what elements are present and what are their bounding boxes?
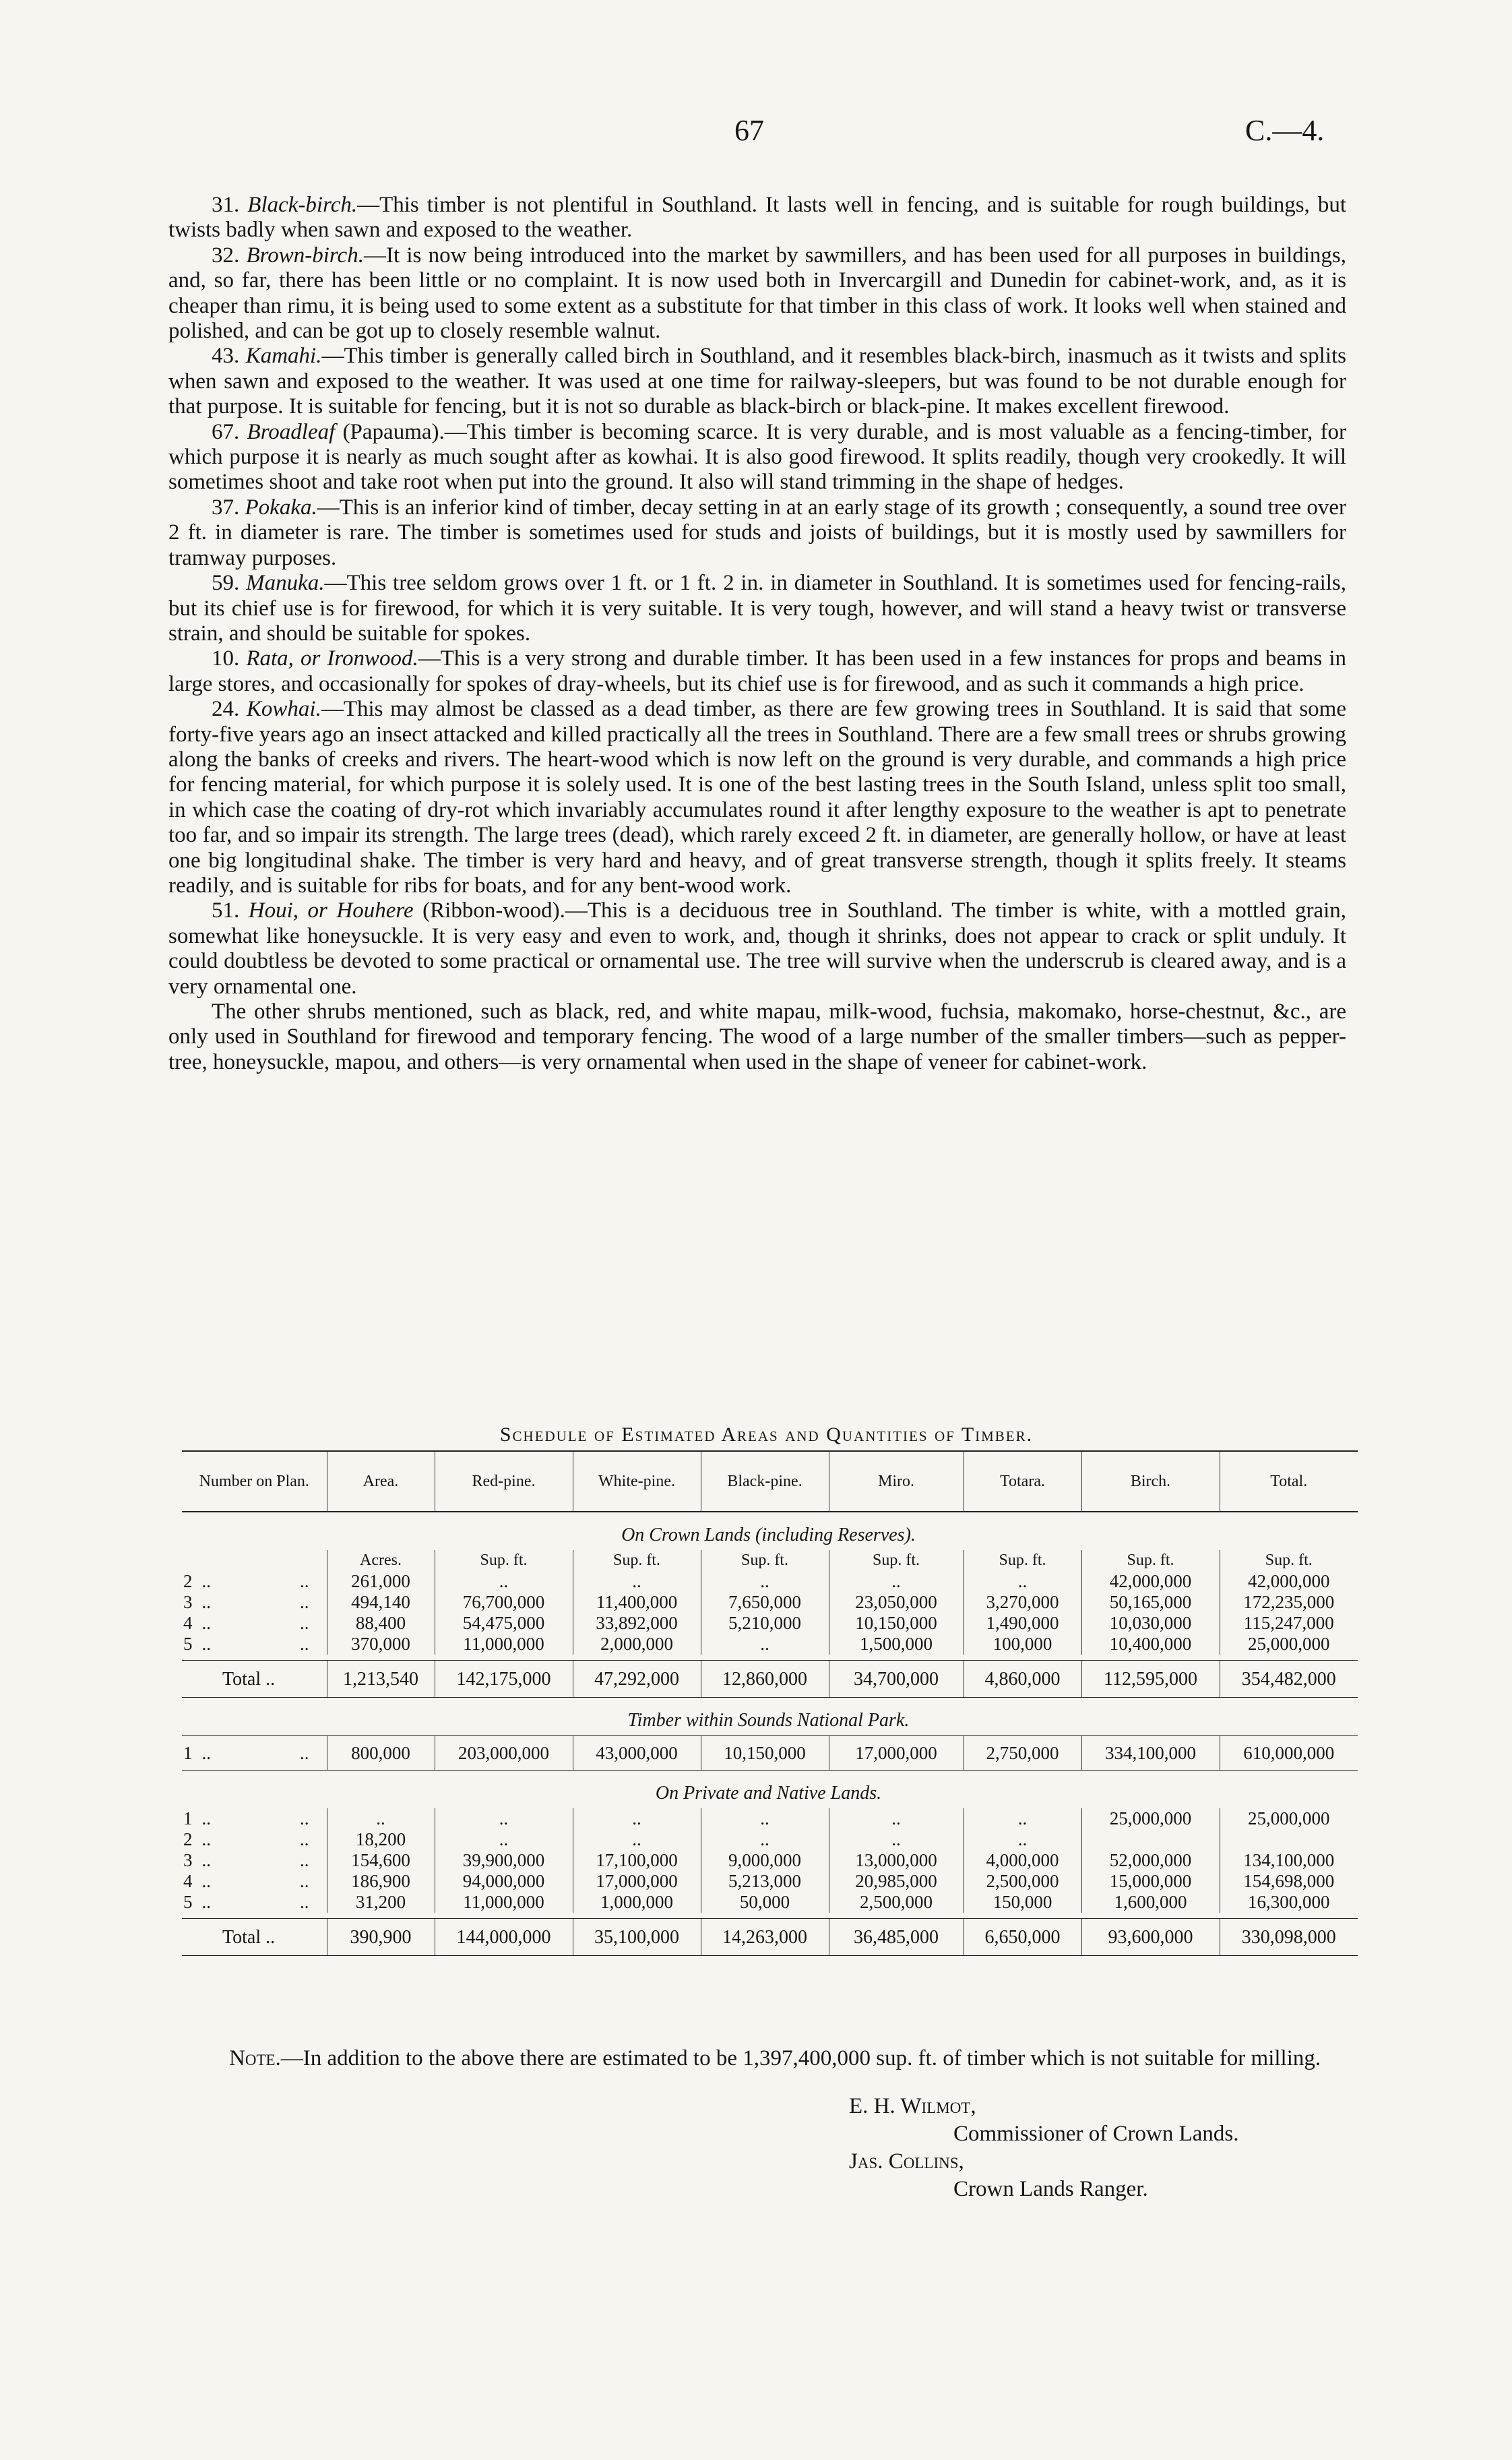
column-header: Black-pine.: [701, 1451, 829, 1512]
timber-name: Brown-birch.: [246, 243, 364, 268]
paragraph-kamahi: [168, 344, 1346, 419]
unit-cell: Sup. ft.: [829, 1550, 964, 1571]
paragraph-text: —This is an inferior kind of timber, decay setting in at an early stage of its growth ; consequently, a sound tree over 2 ft. in diameter is rare. The timber is sometimes used for studs and joists of buildings, but it is mostly used by sawmillers for tramway purposes.: [168, 495, 1346, 570]
total-cell: 35,100,000: [573, 1919, 701, 1956]
total-row: [182, 1919, 1358, 1956]
table-cell: 54,475,000: [435, 1613, 573, 1634]
paragraph-other-shrubs: [168, 1000, 1346, 1075]
unit-cell: Sup. ft.: [435, 1550, 573, 1571]
table-cell: ..: [829, 1829, 964, 1850]
unit-cell: Sup. ft.: [1081, 1550, 1220, 1571]
page-number: 67: [734, 114, 764, 147]
table-cell: 16,300,000: [1220, 1892, 1358, 1913]
table-cell: 4,000,000: [964, 1850, 1081, 1871]
table-cell: 17,000,000: [829, 1736, 964, 1771]
total-label: Total ..: [182, 1919, 327, 1956]
total-cell: 354,482,000: [1220, 1661, 1358, 1698]
body-text: [168, 193, 1346, 1075]
table-cell: 94,000,000: [435, 1871, 573, 1892]
signatory-title: Crown Lands Ranger.: [953, 2177, 1148, 2201]
table-cell: 115,247,000: [1220, 1613, 1358, 1634]
total-cell: 6,650,000: [964, 1919, 1081, 1956]
table-cell: 42,000,000: [1220, 1571, 1358, 1592]
section-code: C.—4.: [1245, 114, 1325, 147]
spacer-row: [182, 1913, 1358, 1919]
table-cell: 186,900: [327, 1871, 435, 1892]
plan-number: 1 .. ..: [182, 1736, 327, 1771]
table-cell: 13,000,000: [829, 1850, 964, 1871]
paragraph-manuka: [168, 571, 1346, 646]
total-label: Total ..: [182, 1661, 327, 1698]
section-title: On Crown Lands (including Reserves).: [621, 1524, 916, 1545]
unit-cell: Sup. ft.: [1220, 1550, 1358, 1571]
column-header: Total.: [1220, 1451, 1358, 1512]
table-cell: 334,100,000: [1081, 1736, 1220, 1771]
table-cell: 134,100,000: [1220, 1850, 1358, 1871]
table-row: [182, 1829, 1358, 1850]
plan-number: 4 .. ..: [183, 1871, 309, 1891]
total-cell: 144,000,000: [435, 1919, 573, 1956]
table-cell: 1,500,000: [829, 1634, 964, 1655]
total-cell: 1,213,540: [327, 1661, 435, 1698]
note-text: —In addition to the above there are estimated to be 1,397,400,000 sup. ft. of timber which is not suitable for milling.: [280, 2046, 1321, 2070]
table-cell: 31,200: [327, 1892, 435, 1913]
signatory-name: E. H. Wilmot,: [849, 2094, 976, 2118]
table-cell: 10,150,000: [701, 1736, 829, 1771]
paragraph-text: The other shrubs mentioned, such as black, red, and white mapau, milk-wood, fuchsia, makomako, horse-chestnut, &c., are only used in Southland for firewood and temporary fencing. The wood of a large number of the smaller timbers—such as pepper-tree, honeysuckle, mapou, and others—is very ornamental when used in the shape of veneer for cabinet-work.: [168, 1000, 1346, 1074]
total-cell: 36,485,000: [829, 1919, 964, 1956]
total-cell: 390,900: [327, 1919, 435, 1956]
timber-name: Houi, or Houhere: [248, 898, 414, 923]
table-cell: 800,000: [327, 1736, 435, 1771]
table-cell: 50,165,000: [1081, 1592, 1220, 1613]
table-cell: 10,030,000: [1081, 1613, 1220, 1634]
unit-cell: [182, 1550, 327, 1571]
table-cell: ..: [573, 1829, 701, 1850]
paragraph-number: 37.: [212, 495, 240, 520]
plan-number: 2 .. ..: [183, 1571, 309, 1591]
table-cell: 154,698,000: [1220, 1871, 1358, 1892]
table-cell: 150,000: [964, 1892, 1081, 1913]
table-row: [182, 1892, 1358, 1913]
table-cell: ..: [435, 1829, 573, 1850]
spacer-row: [182, 1655, 1358, 1661]
table-cell: ..: [573, 1571, 701, 1592]
schedule-table: [182, 1450, 1358, 1956]
table-cell: 1,600,000: [1081, 1892, 1220, 1913]
timber-name: Black-birch.: [247, 193, 358, 217]
timber-name: Broadleaf: [247, 419, 336, 444]
total-cell: 14,263,000: [701, 1919, 829, 1956]
table-cell: 15,000,000: [1081, 1871, 1220, 1892]
table-cell: 10,400,000: [1081, 1634, 1220, 1655]
paragraph-text: (Ribbon-wood).—This is a deciduous tree in Southland. The timber is white, with a mottled grain, somewhat like honeysuckle. It is very easy and even to work, and, though it shrinks, does not appear to crack or split unduly. It could doubtless be devoted to some practical or ornamental use. The tree will survive when the underscrub is cleared away, and is a very ornamental one.: [168, 898, 1347, 999]
table-cell: 17,000,000: [573, 1871, 701, 1892]
table-row: [182, 1808, 1358, 1829]
plan-number: 3 .. ..: [183, 1850, 309, 1870]
schedule-body: [182, 1512, 1358, 1956]
table-cell: 610,000,000: [1220, 1736, 1358, 1771]
schedule-title: Schedule of Estimated Areas and Quantities of Timber.: [499, 1423, 1034, 1446]
section-title-row: [182, 1698, 1358, 1736]
table-cell: 7,650,000: [701, 1592, 829, 1613]
paragraph-text: —This is a very strong and durable timber. It has been used in a few instances for props and beams in large stores, and occasionally for spokes of dray-wheels, but its chief use is for firewood, and as such it commands a high price.: [168, 646, 1346, 696]
unit-cell: Sup. ft.: [964, 1550, 1081, 1571]
total-cell: 34,700,000: [829, 1661, 964, 1698]
paragraph-kowhai: [168, 697, 1346, 898]
column-header: Red-pine.: [435, 1451, 573, 1512]
table-cell: 2,000,000: [573, 1634, 701, 1655]
table-cell: 25,000,000: [1220, 1634, 1358, 1655]
table-cell: 11,000,000: [435, 1892, 573, 1913]
total-row: [182, 1661, 1358, 1698]
plan-number: 3 .. ..: [183, 1592, 309, 1612]
total-cell: 142,175,000: [435, 1661, 573, 1698]
table-row: [182, 1571, 1358, 1592]
paragraph-number: 10.: [212, 646, 240, 671]
total-cell: 112,595,000: [1081, 1661, 1220, 1698]
table-row: [182, 1592, 1358, 1613]
table-cell: ..: [573, 1808, 701, 1829]
table-cell: 18,200: [327, 1829, 435, 1850]
table-cell: 33,892,000: [573, 1613, 701, 1634]
table-cell: ..: [327, 1808, 435, 1829]
column-header: Miro.: [829, 1451, 964, 1512]
table-cell: 261,000: [327, 1571, 435, 1592]
table-cell: 76,700,000: [435, 1592, 573, 1613]
table-cell: 2,500,000: [829, 1892, 964, 1913]
table-cell: 1,490,000: [964, 1613, 1081, 1634]
table-cell: 494,140: [327, 1592, 435, 1613]
table-cell: 25,000,000: [1220, 1808, 1358, 1829]
table-cell: ..: [829, 1571, 964, 1592]
note-label: Note.: [229, 2046, 281, 2070]
table-cell: ..: [964, 1829, 1081, 1850]
table-header-row: [182, 1451, 1358, 1512]
table-cell: ..: [701, 1829, 829, 1850]
section-title-row: [182, 1512, 1358, 1550]
column-header: Totara.: [964, 1451, 1081, 1512]
unit-cell: Acres.: [327, 1550, 435, 1571]
signatory-title: Commissioner of Crown Lands.: [953, 2122, 1239, 2146]
table-cell: ..: [701, 1571, 829, 1592]
paragraph-brown-birch: [168, 243, 1346, 344]
plan-number: 5 .. ..: [183, 1634, 309, 1654]
table-cell: 88,400: [327, 1613, 435, 1634]
table-cell: 5,210,000: [701, 1613, 829, 1634]
paragraph-text: (Papauma).—This timber is becoming scarce. It is very durable, and is most valuable as a fencing-timber, for which purpose it is nearly as much sought after as kowhai. It is also good firewood. It splits readily, though very crookedly. It will sometimes shoot and take root when put into the ground. It also will stand trimming in the shape of hedges.: [168, 419, 1347, 495]
timber-schedule: [182, 1423, 1358, 1956]
paragraph-number: 59.: [212, 571, 240, 596]
signatures: [849, 2093, 1238, 2203]
units-row: [182, 1550, 1358, 1571]
table-cell: 1,000,000: [573, 1892, 701, 1913]
paragraph-number: 32.: [212, 243, 240, 268]
table-cell: 5,213,000: [701, 1871, 829, 1892]
plan-number: 4 .. ..: [183, 1613, 309, 1633]
table-cell: ..: [701, 1634, 829, 1655]
paragraph-houi: [168, 898, 1346, 1000]
table-row: [182, 1613, 1358, 1634]
table-row: [182, 1736, 1358, 1771]
total-cell: 4,860,000: [964, 1661, 1081, 1698]
table-cell: [1081, 1829, 1220, 1850]
column-header: Number on Plan.: [182, 1451, 327, 1512]
table-row: [182, 1634, 1358, 1655]
table-cell: ..: [435, 1571, 573, 1592]
total-cell: 93,600,000: [1081, 1919, 1220, 1956]
table-cell: 370,000: [327, 1634, 435, 1655]
paragraph-number: 67.: [212, 419, 240, 444]
timber-name: Kamahi.: [245, 344, 322, 369]
table-row: [182, 1850, 1358, 1871]
table-cell: 10,150,000: [829, 1613, 964, 1634]
table-cell: 172,235,000: [1220, 1592, 1358, 1613]
table-cell: ..: [964, 1808, 1081, 1829]
paragraph-number: 24.: [212, 697, 240, 722]
total-cell: 12,860,000: [701, 1661, 829, 1698]
table-cell: ..: [435, 1808, 573, 1829]
timber-name: Manuka.: [246, 571, 325, 596]
timber-name: Rata, or Ironwood.: [246, 646, 418, 671]
table-cell: 42,000,000: [1081, 1571, 1220, 1592]
section-title-row: [182, 1771, 1358, 1809]
unit-cell: Sup. ft.: [573, 1550, 701, 1571]
table-cell: 11,000,000: [435, 1634, 573, 1655]
paragraph-number: 43.: [212, 344, 240, 369]
table-cell: 2,750,000: [964, 1736, 1081, 1771]
total-cell: 330,098,000: [1220, 1919, 1358, 1956]
table-cell: 52,000,000: [1081, 1850, 1220, 1871]
unit-cell: Sup. ft.: [701, 1550, 829, 1571]
timber-name: Pokaka.: [245, 495, 317, 520]
paragraph-black-birch: [168, 193, 1346, 243]
plan-number: 2 .. ..: [183, 1829, 309, 1849]
timber-name: Kowhai.: [246, 697, 321, 722]
paragraph-number: 31.: [212, 193, 240, 217]
plan-number: 5 .. ..: [183, 1892, 309, 1912]
column-header: Area.: [327, 1451, 435, 1512]
table-cell: 23,050,000: [829, 1592, 964, 1613]
section-title: On Private and Native Lands.: [655, 1782, 882, 1804]
table-cell: ..: [964, 1571, 1081, 1592]
total-cell: 47,292,000: [573, 1661, 701, 1698]
paragraph-pokaka: [168, 495, 1346, 571]
signatory-name: Jas. Collins,: [849, 2149, 964, 2174]
table-cell: 9,000,000: [701, 1850, 829, 1871]
table-cell: 3,270,000: [964, 1592, 1081, 1613]
table-cell: 2,500,000: [964, 1871, 1081, 1892]
paragraph-rata: [168, 646, 1346, 697]
plan-number: 1 .. ..: [183, 1808, 309, 1828]
paragraph-text: —This may almost be classed as a dead timber, as there are few growing trees in Southland. It is said that some forty-five years ago an insect attacked and killed practically all the trees in Southland. There are a few small trees or shrubs growing along the banks of creeks and rivers. The heart-wood which is now left on the ground is very durable, and commands a high price for fencing material, for which purpose it is solely used. It is one of the best lasting trees in the South Island, unless split too small, in which case the coating of dry-rot which invariably accumulates round it after lengthy exposure to the weather is apt to penetrate too far, and so impair its strength. The large trees (dead), which rarely exceed 2 ft. in diameter, are generally hollow, or have at least one big longitudinal shake. The timber is very hard and heavy, and of great transverse strength, though it splits freely. It steams readily, and is suitable for ribs for boats, and for any bent-wood work.: [168, 697, 1346, 898]
column-header: Birch.: [1081, 1451, 1220, 1512]
table-cell: 17,100,000: [573, 1850, 701, 1871]
note: [168, 2046, 1346, 2071]
table-cell: 154,600: [327, 1850, 435, 1871]
table-cell: 50,000: [701, 1892, 829, 1913]
table-cell: 20,985,000: [829, 1871, 964, 1892]
page-header: [0, 113, 1512, 154]
paragraph-number: 51.: [212, 898, 240, 923]
table-cell: 11,400,000: [573, 1592, 701, 1613]
table-cell: 25,000,000: [1081, 1808, 1220, 1829]
table-cell: 43,000,000: [573, 1736, 701, 1771]
paragraph-text: —It is now being introduced into the market by sawmillers, and has been used for all purposes in buildings, and, so far, there has been little or no complaint. It is now used both in Invercargill and Dunedin for cabinet-work, and, as it is cheaper than rimu, it is being used to some extent as a substitute for that timber in this class of work. It looks well when stained and polished, and can be got up to closely resemble walnut.: [168, 243, 1346, 344]
table-cell: 39,900,000: [435, 1850, 573, 1871]
paragraph-broadleaf: [168, 420, 1346, 495]
table-cell: 203,000,000: [435, 1736, 573, 1771]
column-header: White-pine.: [573, 1451, 701, 1512]
table-cell: [1220, 1829, 1358, 1850]
table-row: [182, 1871, 1358, 1892]
table-cell: ..: [829, 1808, 964, 1829]
table-cell: ..: [701, 1808, 829, 1829]
section-title: Timber within Sounds National Park.: [627, 1709, 910, 1731]
paragraph-text: —This timber is not plentiful in Southland. It lasts well in fencing, and is suitable for rough buildings, but twists badly when sawn and exposed to the weather.: [168, 193, 1346, 243]
table-cell: 100,000: [964, 1634, 1081, 1655]
paragraph-text: —This timber is generally called birch in Southland, and it resembles black-birch, inasmuch as it twists and splits when sawn and exposed to the weather. It was used at one time for railway-sleepers, but was found to be not durable enough for that purpose. It is suitable for fencing, but it is not so durable as black-birch or black-pine. It makes excellent firewood.: [168, 344, 1347, 419]
paragraph-text: —This tree seldom grows over 1 ft. or 1 ft. 2 in. in diameter in Southland. It is sometimes used for fencing-rails, but its chief use is for firewood, for which it is very suitable. It is very tough, however, and will stand a heavy twist or transverse strain, and should be suitable for spokes.: [168, 571, 1347, 646]
